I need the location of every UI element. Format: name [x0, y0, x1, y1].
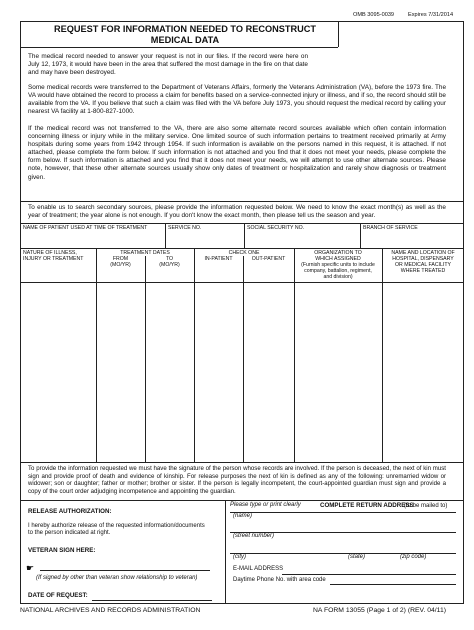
release-text: I hereby authorize release of the requested information/documents to the person indicated at right.	[28, 523, 205, 537]
service-number-label: SERVICE NO.	[168, 225, 202, 231]
daytime-phone-label: Daytime Phone No. with area code	[233, 577, 326, 583]
from-date-label: FROM (MO/YR)	[110, 256, 131, 268]
pointing-hand-icon: ☛	[26, 563, 35, 573]
release-authorization-heading: RELEASE AUTHORIZATION:	[28, 508, 112, 515]
secondary-sources-text: To enable us to search secondary sources, please provide the information requested below. We need to know the exact month(s) as well as the year of treatment; the year alone is not enough. If you don't know the exact month, then please tell us the season and year.	[28, 204, 446, 220]
return-line-1[interactable]	[230, 512, 456, 513]
organization-label: ORGANIZATION TO WHICH ASSIGNED (Furnish specific units to include company, battalion, regiment, and division)	[301, 250, 375, 280]
veteran-sign-label: VETERAN SIGN HERE:	[28, 547, 96, 554]
omb-number: OMB 3095-0039	[353, 12, 395, 18]
veteran-signature-field[interactable]	[40, 570, 210, 571]
type-print-note: Please type or print clearly	[230, 502, 301, 508]
hospital-label: NAME AND LOCATION OF HOSPITAL, DISPENSARY OR MEDICAL FACILITY WHERE TREATED	[391, 250, 455, 274]
relationship-note: (If signed by other than veteran show relationship to veteran)	[36, 575, 198, 581]
state-field-label: (state)	[348, 554, 366, 560]
nature-of-illness-label: NATURE OF ILLNESS, INJURY OR TREATMENT	[23, 250, 84, 262]
street-field-label: (street number)	[233, 533, 275, 539]
to-be-mailed-note: (to be mailed to)	[404, 503, 448, 509]
form-title	[40, 24, 330, 46]
intro-paragraph-2: Some medical records were transferred to the Department of Veterans Affairs, formerly the Veterans Administration (VA), before the 1973 fire. The VA would have obtained the record to process a claim for benefits based on a service-connected injury or illness, and if so, the record should still be available from the VA. If you believe that such a claim was filed with the VA before July 1973, you should request the medical record by calling your nearest VA facility at 1-800-827-1000.	[28, 84, 446, 116]
to-date-label: TO (MO/YR)	[159, 256, 180, 268]
social-security-label: SOCIAL SECURITY NO.	[247, 225, 305, 231]
name-field-label: (name)	[233, 513, 253, 519]
return-address-heading: COMPLETE RETURN ADDRESS	[320, 502, 414, 509]
email-field[interactable]	[282, 574, 456, 575]
title-line-2: MEDICAL DATA	[150, 35, 220, 45]
outpatient-label: OUT-PATIENT	[251, 256, 286, 262]
email-label: E-MAIL ADDRESS	[233, 566, 284, 572]
title-line-1: REQUEST FOR INFORMATION NEEDED TO RECONSTRUCT	[53, 24, 317, 34]
zip-field-label: (zip code)	[400, 554, 427, 560]
expiration-date: Expires 7/31/2014	[408, 12, 454, 18]
patient-name-label: NAME OF PATIENT USED AT TIME OF TREATMENT	[23, 225, 148, 231]
intro-paragraph-1: The medical record needed to answer your request is not in our files. If the record were here on July 12, 1973, it would have been in the area that suffered the most damage in the fire on that date and may have been destroyed.	[28, 53, 308, 77]
phone-field[interactable]	[330, 584, 456, 585]
branch-of-service-label: BRANCH OF SERVICE	[363, 225, 418, 231]
footer-form-number: NA FORM 13055 (Page 1 of 2) (REV. 04/11)	[313, 607, 446, 614]
treatment-dates-label: TREATMENT DATES	[120, 250, 170, 256]
intro-paragraph-3: If the medical record was not transferred to the VA, there are also some alternate record sources available which often contain information concerning illness or injury while in the military service. One limited source of such information pertains to treatment received primarily at Army hospitals during some years from 1942 through 1954. If such information is available on the persons named in this request, it is attached. If not attached, please complete the form below. If such information is not attached and you find that it does not meet your needs, please complete the form below. If such information is attached and you find that it does not meet your needs, we will attempt to use other alternate sources. Please note, however, that these other alternate sources usually show only dates of treatment or hospitalization and rarely show diagnosis or treatment given.	[28, 125, 446, 181]
date-of-request-label: DATE OF REQUEST:	[28, 592, 88, 599]
inpatient-label: IN-PATIENT	[204, 256, 233, 262]
footer-agency: NATIONAL ARCHIVES AND RECORDS ADMINISTRATION	[20, 607, 201, 614]
date-of-request-field[interactable]	[92, 600, 212, 601]
office-use-block	[230, 586, 460, 604]
city-field-label: (city)	[233, 554, 246, 560]
signature-requirement-text: To provide the information requested we must have the signature of the person whose records are involved. If the person is deceased, the next of kin must sign and provide proof of death and evidence of kinship. For release purposes the next of kin is defined as any of the following: unremarried widow or widower; son or daughter; father or mother; brother or sister. If the person is legally incompetent, the court-appointed guardian must sign and provide a copy of the court order adjudging incompetence and appointing the guardian.	[28, 465, 446, 495]
check-one-label: CHECK ONE	[228, 250, 260, 256]
